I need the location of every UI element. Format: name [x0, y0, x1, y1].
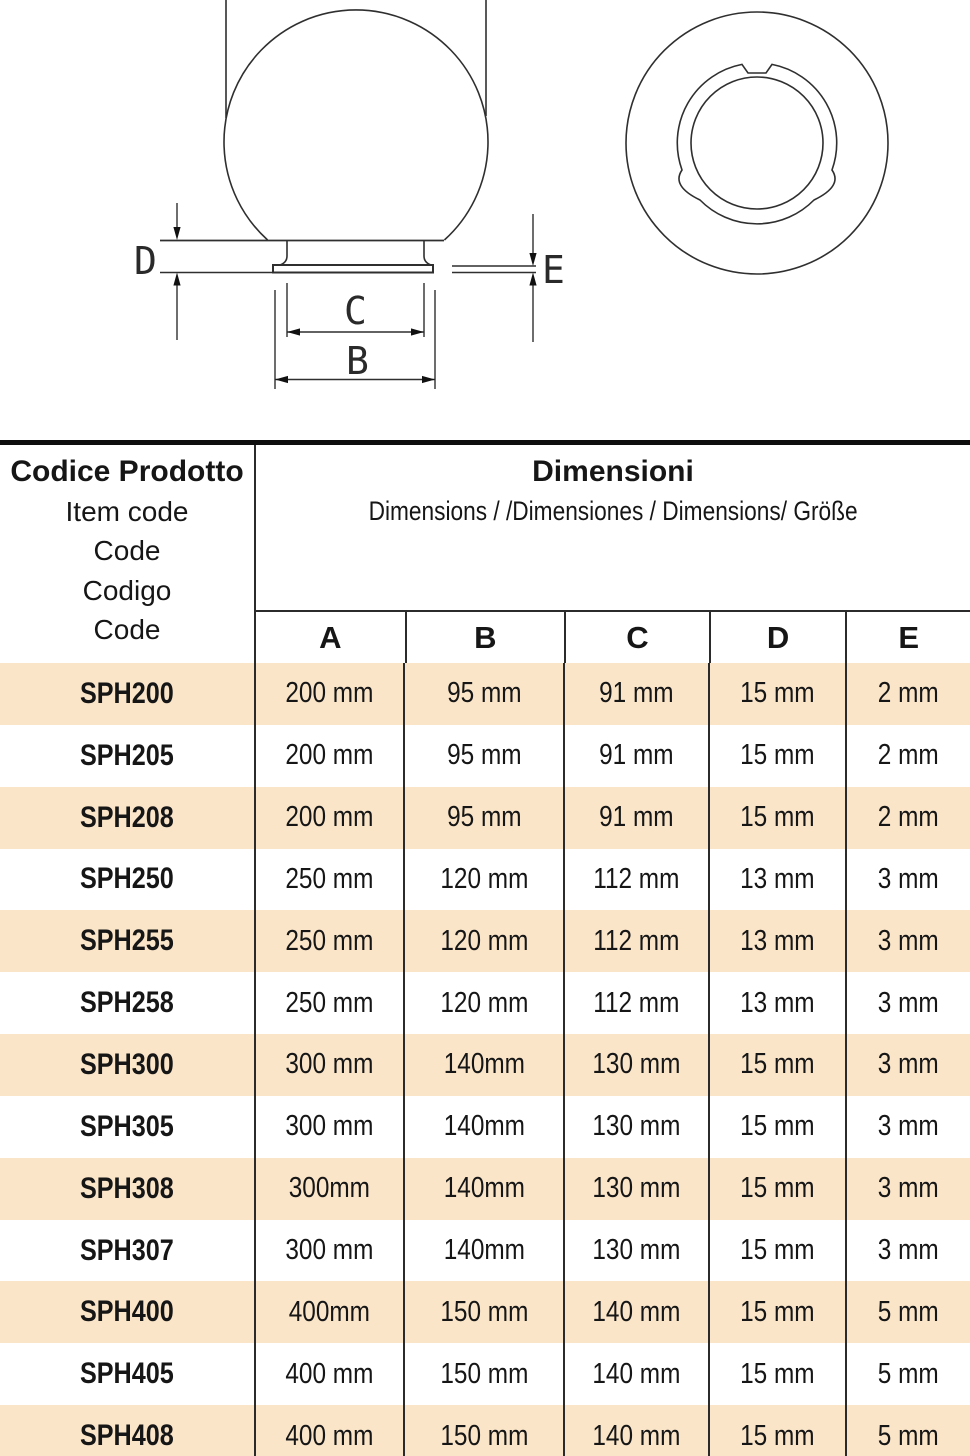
header-codice-prodotto: Codice Prodotto: [10, 455, 244, 488]
bayonet-collar-outline: [677, 64, 836, 223]
header-item-code: Item code: [65, 495, 189, 527]
dimension-value-cell: 15 mm: [708, 725, 845, 787]
product-code-cell: SPH258: [80, 986, 174, 1020]
table-row: [0, 1220, 970, 1282]
dimension-value-cell: 2 mm: [845, 725, 970, 787]
dimension-value-cell: 3 mm: [845, 972, 970, 1034]
dimension-value-cell: 250 mm: [254, 972, 403, 1034]
dimension-value-cell: 150 mm: [403, 1405, 563, 1456]
dimension-value-cell: 15 mm: [708, 1405, 845, 1456]
dimension-e: [452, 214, 536, 342]
table-row: [0, 1405, 970, 1456]
dimension-value-cell: 300mm: [254, 1158, 403, 1220]
table-header: [0, 445, 970, 663]
dimension-value-cell: 300 mm: [254, 1034, 403, 1096]
table-row: [0, 663, 970, 725]
dimension-value-cell: 200 mm: [254, 663, 403, 725]
table-row: [0, 1158, 970, 1220]
dimension-value-cell: 250 mm: [254, 910, 403, 972]
table-row: [0, 910, 970, 972]
header-code-de: Code: [93, 614, 161, 645]
dimension-value-cell: 3 mm: [845, 1158, 970, 1220]
sphere-outline: [224, 10, 488, 240]
dimension-value-cell: 140mm: [403, 1096, 563, 1158]
dimension-value-cell: 120 mm: [403, 849, 563, 911]
dimension-value-cell: 400mm: [254, 1281, 403, 1343]
dimension-value-cell: 112 mm: [563, 910, 708, 972]
dimension-value-cell: 15 mm: [708, 1281, 845, 1343]
dimension-value-cell: 2 mm: [845, 787, 970, 849]
table-row: [0, 1281, 970, 1343]
product-code-cell: SPH305: [80, 1109, 174, 1143]
dimension-value-cell: 2 mm: [845, 663, 970, 725]
dimension-value-cell: 112 mm: [563, 849, 708, 911]
top-view-outline: [626, 12, 888, 274]
dimension-value-cell: 400 mm: [254, 1343, 403, 1405]
table-body: [0, 663, 970, 1456]
dimension-value-cell: 95 mm: [403, 787, 563, 849]
dimension-value-cell: 15 mm: [708, 787, 845, 849]
pole-outline: [226, 0, 486, 118]
dimension-value-cell: 5 mm: [845, 1343, 970, 1405]
dimension-value-cell: 140mm: [403, 1034, 563, 1096]
dimension-label-c: C: [344, 289, 367, 333]
column-letters-row: [256, 610, 970, 663]
header-codigo: Codigo: [82, 574, 172, 606]
product-code-cell: SPH250: [80, 862, 174, 896]
dimension-value-cell: 120 mm: [403, 910, 563, 972]
dimension-value-cell: 150 mm: [403, 1343, 563, 1405]
dimension-value-cell: 13 mm: [708, 972, 845, 1034]
dimension-value-cell: 15 mm: [708, 1220, 845, 1282]
table-row: [0, 787, 970, 849]
product-code-cell: SPH405: [80, 1357, 174, 1391]
dimension-value-cell: 3 mm: [845, 1034, 970, 1096]
flange-outline: [273, 265, 433, 273]
column-header-b: B: [405, 612, 565, 663]
dimension-value-cell: 13 mm: [708, 910, 845, 972]
product-code-cell: SPH208: [80, 800, 174, 834]
dimension-value-cell: 3 mm: [845, 910, 970, 972]
dimension-value-cell: 130 mm: [563, 1034, 708, 1096]
dimension-value-cell: 15 mm: [708, 1158, 845, 1220]
dimension-value-cell: 140 mm: [563, 1405, 708, 1456]
dimension-value-cell: 140mm: [403, 1220, 563, 1282]
table-row: [0, 849, 970, 911]
dimensions-subtitle: Dimensions / /Dimensiones / Dimensions/ Größe: [368, 496, 858, 526]
product-code-cell: SPH408: [80, 1419, 174, 1453]
dimension-value-cell: 5 mm: [845, 1281, 970, 1343]
dimension-value-cell: 15 mm: [708, 1343, 845, 1405]
dimension-value-cell: 150 mm: [403, 1281, 563, 1343]
table-row: [0, 972, 970, 1034]
dimension-value-cell: 112 mm: [563, 972, 708, 1034]
dimension-value-cell: 200 mm: [254, 725, 403, 787]
dimension-value-cell: 130 mm: [563, 1220, 708, 1282]
dimension-value-cell: 95 mm: [403, 725, 563, 787]
dimension-value-cell: 95 mm: [403, 663, 563, 725]
dimension-value-cell: 91 mm: [563, 663, 708, 725]
dimension-value-cell: 91 mm: [563, 725, 708, 787]
dimension-value-cell: 15 mm: [708, 663, 845, 725]
dimension-value-cell: 250 mm: [254, 849, 403, 911]
table-row: [0, 1343, 970, 1405]
dimensions-title: Dimensioni: [532, 455, 694, 488]
column-header-d: D: [709, 612, 846, 663]
product-code-cell: SPH200: [80, 676, 174, 710]
dimension-value-cell: 400 mm: [254, 1405, 403, 1456]
product-code-cell: SPH400: [80, 1295, 174, 1329]
dimension-value-cell: 3 mm: [845, 1096, 970, 1158]
dimension-value-cell: 3 mm: [845, 1220, 970, 1282]
dimensions-header: [254, 445, 970, 663]
column-header-c: C: [564, 612, 709, 663]
dimension-value-cell: 120 mm: [403, 972, 563, 1034]
dimension-value-cell: 91 mm: [563, 787, 708, 849]
dimension-value-cell: 130 mm: [563, 1096, 708, 1158]
table-row: [0, 1034, 970, 1096]
dimension-value-cell: 15 mm: [708, 1034, 845, 1096]
column-header-a: A: [319, 619, 342, 655]
table-row: [0, 725, 970, 787]
dimension-value-cell: 140 mm: [563, 1281, 708, 1343]
dimension-value-cell: 200 mm: [254, 787, 403, 849]
dimension-value-cell: 130 mm: [563, 1158, 708, 1220]
product-code-cell: SPH255: [80, 924, 174, 958]
dimension-value-cell: 5 mm: [845, 1405, 970, 1456]
header-code-fr: Code: [93, 535, 161, 566]
dimension-label-b: B: [346, 339, 369, 383]
product-code-cell: SPH300: [80, 1047, 174, 1081]
dimension-value-cell: 3 mm: [845, 849, 970, 911]
neck-outline: [160, 241, 444, 266]
dimension-label-d: D: [134, 239, 157, 283]
product-code-cell: SPH205: [80, 738, 174, 772]
dimension-value-cell: 300 mm: [254, 1096, 403, 1158]
dimension-value-cell: 140mm: [403, 1158, 563, 1220]
column-header-e: E: [845, 612, 970, 663]
dimension-value-cell: 300 mm: [254, 1220, 403, 1282]
technical-drawing: [0, 0, 970, 440]
table-row: [0, 1096, 970, 1158]
dimension-value-cell: 140 mm: [563, 1343, 708, 1405]
product-code-cell: SPH307: [80, 1233, 174, 1267]
dimension-label-e: E: [542, 248, 565, 292]
dimension-value-cell: 13 mm: [708, 849, 845, 911]
product-code-cell: SPH308: [80, 1171, 174, 1205]
dimension-value-cell: 15 mm: [708, 1096, 845, 1158]
dimension-d: [160, 203, 273, 340]
product-code-header: [0, 445, 254, 663]
dimensions-table: [0, 440, 970, 1456]
